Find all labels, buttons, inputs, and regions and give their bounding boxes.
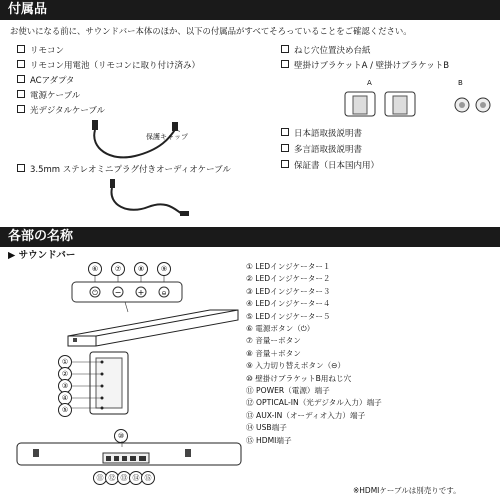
checkbox-icon [17,60,25,68]
parts-list-item: ⑥ 電源ボタン（⏻） [246,324,315,334]
parts-list-item: ⑤ LEDインジケーター５ [246,311,331,321]
checkbox-icon [281,128,289,136]
checkbox-icon [17,105,25,113]
hdmi-note: ※HDMIケーブルは別売りです。 [353,486,461,495]
callout-5: ⑤ [58,403,72,417]
callout-12: ⑫ [105,471,119,485]
callout-1: ① [58,355,72,369]
callout-8: ⑧ [134,262,148,276]
callout-4: ④ [58,391,72,405]
svg-text:⊖: ⊖ [161,290,167,297]
manual-item: 多言語取扱説明書 [281,144,362,156]
parts-list-item: ① LEDインジケーター１ [246,262,331,271]
parts-list-item: ⑧ 音量＋ボタン [246,348,301,358]
checkbox-icon [281,60,289,68]
parts-header [0,227,500,247]
checkbox-icon [281,45,289,53]
parts-list [246,261,382,447]
callout-10: ⑩ [114,429,128,443]
parts-list-item: ② LEDインジケーター２ [246,274,331,284]
checkbox-icon [17,164,25,172]
soundbar-perspective [60,306,240,350]
audio-cable-illustration [100,177,190,219]
callout-3: ③ [58,379,72,393]
accessory-item: 電源ケーブル [17,90,80,102]
bracket-a-illustration [343,88,419,120]
checkbox-icon [281,160,289,168]
svg-text:+: + [137,288,145,297]
parts-list-item: ⑨ 入力切り替えボタン（⊖） [246,361,346,371]
callout-15: ⑮ [141,471,155,485]
accessories-header [0,0,500,20]
parts-list-item: ⑮ HDMI端子 [246,435,292,445]
callout-11: ⑪ [93,471,107,485]
intro-text: お使いになる前に、サウンドバー本体のほか、以下の付属品がすべてそろっていることをご確認ください。 [10,26,412,36]
accessory-item: ACアダプタ [17,75,74,87]
parts-list-item: ⑪ POWER（電源）端子 [246,386,330,396]
svg-text:−: − [114,288,122,297]
callout-9: ⑨ [157,262,171,276]
accessory-item: ねじ穴位置決め台紙 [281,45,371,57]
callout-6: ⑥ [88,262,102,276]
bracket-a-label: A [367,79,372,87]
protect-cap-label: 保護キャップ [146,133,188,141]
parts-list-item: ⑬ AUX-IN（オーディオ入力）端子 [246,410,366,420]
accessories-title: 付属品 [8,2,48,17]
accessory-item: 光デジタルケーブル [17,105,105,117]
checkbox-icon [17,75,25,83]
parts-list-item: ⑩ 壁掛けブラケットB用ねじ穴 [246,373,352,383]
checkbox-icon [17,45,25,53]
svg-text:⏻: ⏻ [92,289,98,297]
callout-7: ⑦ [111,262,125,276]
accessory-item: リモコン用電池（リモコンに取り付け済み） [17,60,200,72]
bracket-b-label: B [458,79,463,87]
accessory-item: リモコン [17,45,64,57]
audio-cable-item: 3.5mm ステレオミニプラグ付きオーディオケーブル [17,164,231,176]
callout-13: ⑬ [117,471,131,485]
parts-list-item: ③ LEDインジケーター３ [246,286,331,296]
manual-item: 日本語取扱説明書 [281,128,362,140]
callout-2: ② [58,367,72,381]
triangle-icon: ▶ [8,250,19,261]
bracket-b-illustration [453,96,493,114]
parts-list-item: ⑭ USB端子 [246,423,287,433]
soundbar-side-view [70,350,140,420]
parts-list-item: ④ LEDインジケーター４ [246,299,331,309]
manual-item: 保証書（日本国内用） [281,160,379,172]
callout-14: ⑭ [129,471,143,485]
soundbar-bottom-view [15,441,245,471]
checkbox-icon [281,144,289,152]
soundbar-heading: ▶ サウンドバー [8,250,76,261]
parts-list-item: ⑫ OPTICAL-IN（光デジタル入力）端子 [246,398,382,408]
accessory-item: 壁掛けブラケットA / 壁掛けブラケットB [281,60,449,72]
parts-title: 各部の名称 [8,229,74,244]
checkbox-icon [17,90,25,98]
parts-list-item: ⑦ 音量ーボタン [246,336,301,346]
